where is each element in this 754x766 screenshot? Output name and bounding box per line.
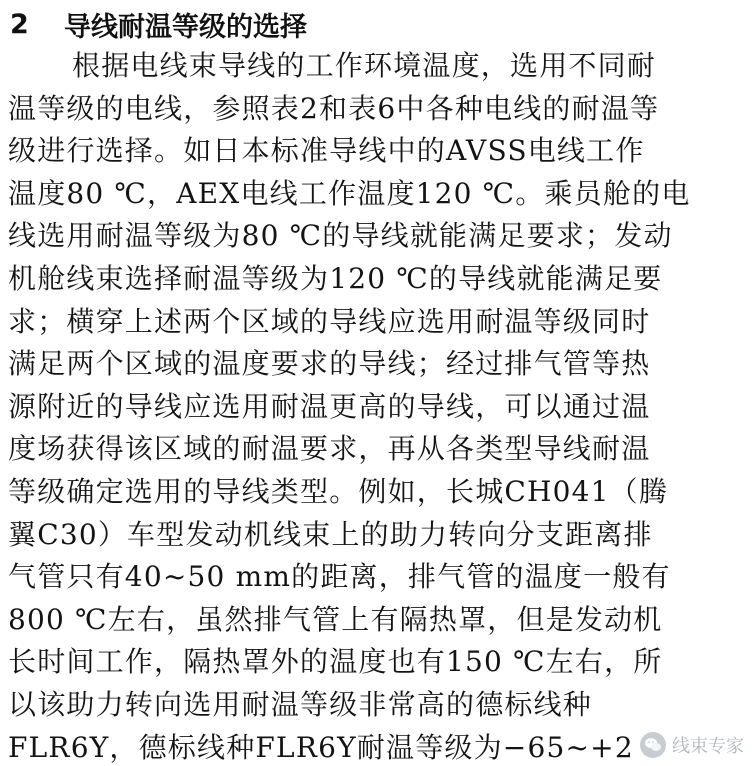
text-line: 长时间工作，隔热罩外的温度也有150 ℃左右，所	[8, 645, 663, 679]
text-line: 级进行选择。如日本标准导线中的AVSS电线工作	[8, 134, 645, 168]
text-line: 线选用耐温等级为80 ℃的导线就能满足要求；发动	[8, 219, 673, 253]
text-line: 翼C30）车型发动机线束上的助力转向分支距离排	[8, 517, 653, 551]
text-line: 满足两个区域的温度要求的导线；经过排气管等热	[8, 347, 651, 381]
body-paragraph	[8, 45, 748, 766]
wechat-logo-icon	[640, 732, 666, 758]
watermark-text: 线束专家	[672, 736, 744, 757]
text-line: FLR6Y，德标线种FLR6Y耐温等级为−65~+2	[8, 730, 634, 764]
text-line: 温等级的电线，参照表2和表6中各种电线的耐温等	[8, 91, 660, 125]
text-line: 求；横穿上述两个区域的导线应选用耐温等级同时	[8, 304, 651, 338]
text-line: 气管只有40~50 mm的距离，排气管的温度一般有	[8, 560, 671, 594]
text-line: 源附近的导线应选用耐温更高的导线，可以通过温	[8, 389, 651, 423]
section-heading	[10, 4, 307, 44]
text-line: 根据电线束导线的工作环境温度，选用不同耐	[72, 49, 657, 82]
section-number: 2	[10, 8, 29, 40]
text-line: 机舱线束选择耐温等级为120 ℃的导线就能满足要	[8, 261, 663, 295]
text-line: 温度80 ℃，AEX电线工作温度120 ℃。乘员舱的电	[8, 176, 691, 210]
section-title: 导线耐温等级的选择	[64, 11, 307, 43]
watermark	[640, 732, 744, 758]
text-line: 以该助力转向选用耐温等级非常高的德标线种	[8, 687, 593, 721]
text-line: 800 ℃左右，虽然排气管上有隔热罩，但是发动机	[8, 602, 663, 636]
text-line: 度场获得该区域的耐温要求，再从各类型导线耐温	[8, 432, 651, 466]
text-line: 等级确定选用的导线类型。例如，长城CH041（腾	[8, 474, 669, 508]
